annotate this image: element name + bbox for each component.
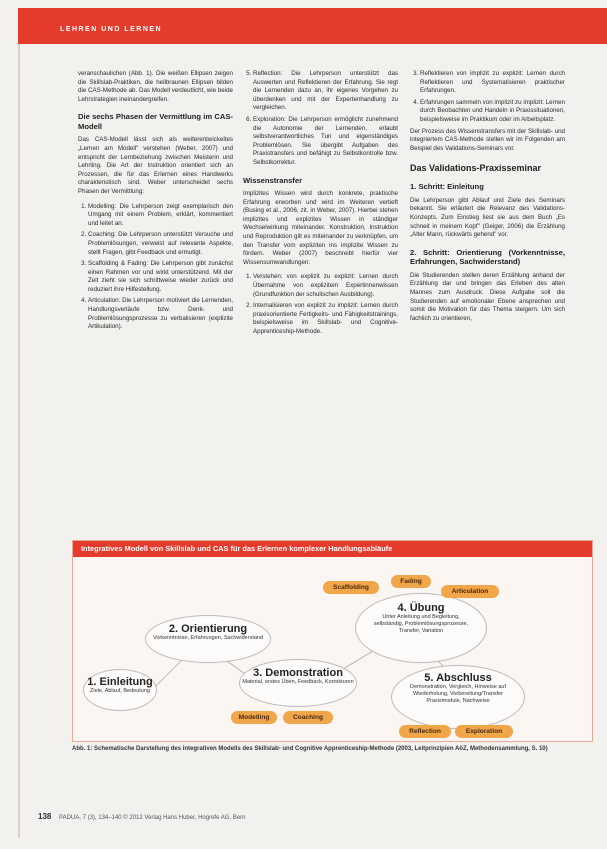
page-edge	[18, 8, 20, 838]
cas-pill: Exploration	[455, 725, 513, 738]
phase-ellipse	[83, 669, 157, 711]
list-item: 2. Coaching: Die Lehrperson unterstützt Versuche und Problemlösungen, verweist auf relevante Aspekte, stellt Fragen, gibt Feedback und ermutigt.	[88, 231, 233, 257]
figure-caption: Abb. 1: Schematische Darstellung des integrativen Modells des Skillslab- und Cognitive Apprenticeship-Methode (2003, Leitprinzipien AöZ, Methodensammlung, S. 10)	[72, 746, 548, 752]
phase-title: 5. Abschluss	[424, 672, 492, 684]
paragraph: Implizites Wissen wird durch konkrete, praktische Erfahrung erworben und wird im Weiteren vertieft (Busing et al., 2006, zit. in Weber, 2007). Hierbei stehen implizites und explizites Wissen in ständiger Wechselwirkung miteinander. Konstruktion, Instruktion und Reproduktion gilt es miteinander zu verknüpfen, um den Transfer vom expliziten ins implizite Wissen zu fördern. Weber (2007) beschreibt hierfür vier Wissensumwandlungen:	[243, 190, 398, 266]
list-item: 1. Verstehen: von explizit zu explizit: Lernen durch Übernahme von explizitem Expertinnenwissen (Grundfunktion der schulischen Ausbildung).	[253, 273, 398, 299]
numbered-list	[78, 203, 233, 332]
phase-text: Ziele, Ablauf, Bedeutung	[90, 688, 150, 694]
list-item: 4. Articulation: Die Lehrperson motiviert die Lernenden, Handlungsverläufe bzw. Denk- und Problemlösungsprozesse zu verbalisieren (explizite Artikulation).	[88, 297, 233, 331]
phase-title: 4. Übung	[397, 602, 445, 614]
phase-title: 1. Einleitung	[87, 676, 153, 688]
phase-ellipse	[239, 659, 357, 707]
phase-text: Demonstration, Vergleich, Hinweise auf Wiederholung, Vorbereitung/Transfer Praxismodule, Nachweise	[410, 684, 506, 704]
paragraph: Die Studierenden stellen deren Erzählung anhand der Erzählung dar und bringen das Erleben des alten Mannes zum Ausdruck. Diese Aufgabe soll die Studierenden auf emotionaler Ebene ansprechen und somit die Motivation für das Thema steigern. Um sich fachlich zu orientieren,	[410, 271, 565, 322]
section-heading: Die sechs Phasen der Vermittlung im CAS-Modell	[78, 112, 233, 131]
list-item: 3. Scaffolding & Fading: Die Lehrperson gibt zunächst einen Rahmen vor und wirkt unterstützend. Mit der Zeit zieht sie sich schrittweise wieder zurück und reduziert ihre Hilfestellung.	[88, 260, 233, 294]
list-item: 3. Reflektieren von implizit zu explizit: Lernen durch Reflektieren und Systematisieren praktischer Erfahrungen.	[420, 70, 565, 96]
paragraph: Der Prozess des Wissenstransfers mit der Skillslab- und integriertem CAS-Methode stellen wir im Folgenden am Beispiel des Validations-Seminars vor.	[410, 127, 565, 152]
cas-pill: Modelling	[231, 711, 277, 724]
phase-title: 3. Demonstration	[253, 667, 343, 679]
phase-title: 2. Orientierung	[168, 623, 248, 635]
cas-pill: Fading	[391, 575, 431, 588]
phase-text: Unter Anleitung und Begleitung, selbständig, Problemlösungsprozesse, Transfer, Variation	[373, 614, 469, 634]
numbered-list	[243, 70, 398, 168]
figure-diagram	[72, 540, 593, 742]
list-item: 4. Erfahrungen sammeln von implizit zu implizit: Lernen durch Beobachten und Handeln in Praxissituationen, beispielsweise im Praktikum oder im Arbeitsplatz.	[420, 99, 565, 125]
phase-ellipse	[145, 615, 271, 663]
footer-source: PADUA, 7 (3), 134–140 © 2012 Verlag Hans Huber, Hogrefe AG, Bern	[59, 815, 246, 821]
section-title: LEHREN UND LERNEN	[60, 26, 163, 33]
figure-title: Integratives Modell von Skillslab und CAS für das Erlernen komplexer Handlungsabläufe	[73, 541, 592, 557]
subsection-heading: 1. Schritt: Einleitung	[410, 182, 484, 192]
paragraph: veranschaulichen (Abb. 1). Die weißen Ellipsen zeigen die Skillslab-Praktiken, die hellbraunen Ellipsen bilden die CAS-Methode ab. Das Modell verdeutlicht, wie beide Lehrstrategien ineinandergreifen.	[78, 70, 233, 103]
paragraph: Das CAS-Modell lässt sich als weiterentwickeltes „Lernen am Modell" verstehen (Weber, 2007) und entspricht der Lernbeziehung zwischen Meisterin und Lehrling. Die Art der Instruktion orientiert sich an Prozessen, die für das Erlernen eines Handwerks charakteristisch sind. Weber unterscheidet sechs Phasen der Vermittlung:	[78, 136, 233, 195]
page-footer	[38, 812, 245, 821]
phase-ellipse	[391, 665, 525, 729]
list-item: 6. Exploration: Die Lehrperson ermöglicht zunehmend die Autonomie der Lernenden, erlaubt selbstverantwortliches Tun und eigenständiges Problemlösen. Sie übergibt Aufgaben des Praxistransfers und befähigt zu Selbstkontrolle bzw. Selbstkorrektur.	[253, 116, 398, 168]
section-header-bar	[18, 8, 607, 44]
cas-pill: Reflection	[399, 725, 451, 738]
section-heading: Das Validations-Praxisseminar	[410, 163, 542, 174]
page-number: 138	[38, 812, 52, 821]
subsection-heading: 2. Schritt: Orientierung (Vorkenntnisse, Erfahrungen, Sachwiderstand)	[410, 247, 565, 267]
phase-text: Material, erstes Üben, Feedback, Korrekturen	[242, 679, 354, 685]
cas-pill: Coaching	[283, 711, 333, 724]
list-item: 5. Reflection: Die Lehrperson unterstützt das Auswerten und Reflektieren der Erfahrung. Sie regt die Lernenden dazu an, ihr eigenes Vorgehen zu überdenken und mit der Expertenhandlung zu vergleichen.	[253, 70, 398, 113]
paragraph: Die Lehrperson gibt Ablauf und Ziele des Seminars bekannt. Sie erläutert die Relevanz des Validations-Konzepts. Zum Einstieg liest sie aus dem Buch „Es schneit in meinem Kopf" (Geiger, 2006) die Erzählung „Alter Mann, rückwärts gehend" vor.	[410, 196, 565, 239]
numbered-list	[243, 273, 398, 336]
text-column-1	[78, 70, 233, 335]
list-item: 2. Internalisieren von explizit zu implizit: Lernen durch praxisorientierte Fertigkeits- und Fähigkeitstrainings, beispielsweise im Skillslab- und Cognitive-Apprenticeship-Methode.	[253, 302, 398, 336]
numbered-list	[410, 70, 565, 125]
phase-text: Vorkenntnisse, Erfahrungen, Sachwiderstand	[152, 635, 264, 641]
section-heading: Wissenstransfer	[243, 175, 303, 185]
text-column-2	[243, 70, 398, 340]
phase-ellipse	[355, 593, 487, 663]
cas-pill: Scaffolding	[323, 581, 379, 594]
list-item: 1. Modelling: Die Lehrperson zeigt exemplarisch den Umgang mit einem Problem, erklärt, kommentiert und leitet an.	[88, 203, 233, 229]
text-column-3	[410, 70, 565, 329]
cas-pill: Articulation	[441, 585, 499, 598]
